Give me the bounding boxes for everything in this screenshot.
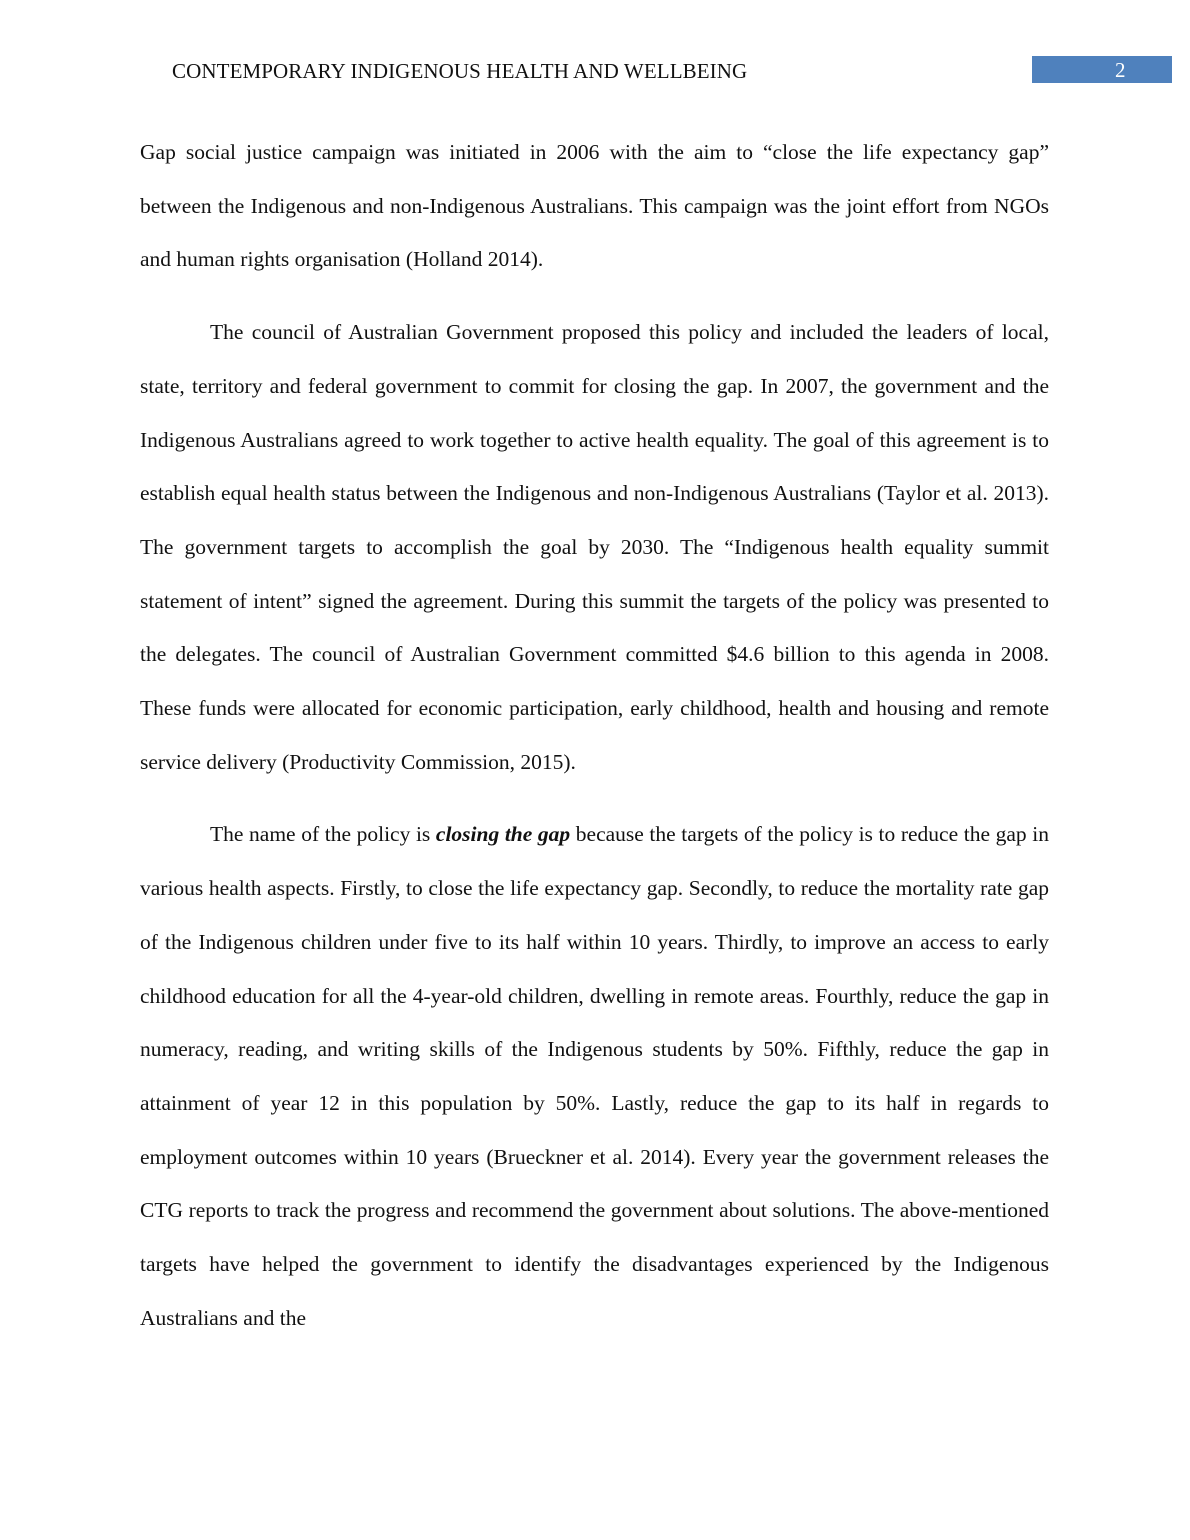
page-number: 2 [1115,58,1126,82]
paragraph-text-after: because the targets of the policy is to reduce the gap in various health aspects. Firstly, to close the life expectancy gap. Secondly, to reduce the mortality rate gap of the Indigenous children under five to its half within 10 years. Thirdly, to improve an access to early childhood education for all the 4-year-old children, dwelling in remote areas. Fourthly, reduce the gap in numeracy, reading, and writing skills of the Indigenous students by 50%. Fifthly, reduce the gap in attainment of year 12 in this population by 50%. Lastly, reduce the gap to its half in regards to employment outcomes within 10 years (Brueckner et al. 2014). Every year the government releases the CTG reports to track the progress and recommend the government about solutions. The above-mentioned targets have helped the government to identify the disadvantages experienced by the Indigenous Australians and the [140,822,1049,1330]
page-header [0,56,1190,84]
paragraph-text-before: The name of the policy is [210,822,436,847]
paragraph-spacer [140,789,1049,808]
paragraph-continuation: Gap social justice campaign was initiated in 2006 with the aim to “close the life expectancy gap” between the Indigenous and non-Indigenous Australians. This campaign was the joint effort from NGOs and human rights organisation (Holland 2014). [140,140,1049,272]
paragraph-council: The council of Australian Government proposed this policy and included the leaders of local, state, territory and federal government to commit for closing the gap. In 2007, the government and the Indigenous Australians agreed to work together to active health equality. The goal of this agreement is to establish equal health status between the Indigenous and non-Indigenous Australians (Taylor et al. 2013). The government targets to accomplish the goal by 2030. The “Indigenous health equality summit statement of intent” signed the agreement. During this summit the targets of the policy was presented to the delegates. The council of Australian Government committed $4.6 billion to this agenda in 2008. These funds were allocated for economic participation, early childhood, health and housing and remote service delivery (Productivity Commission, 2015). [140,320,1049,774]
document-body [140,126,1049,1345]
page-number-badge [1032,56,1172,83]
paragraph-policy-name [140,808,1049,1345]
paragraph-spacer [140,287,1049,306]
policy-name-emphasis: closing the gap [435,822,571,847]
running-head-title: CONTEMPORARY INDIGENOUS HEALTH AND WELLBEING [172,59,748,83]
